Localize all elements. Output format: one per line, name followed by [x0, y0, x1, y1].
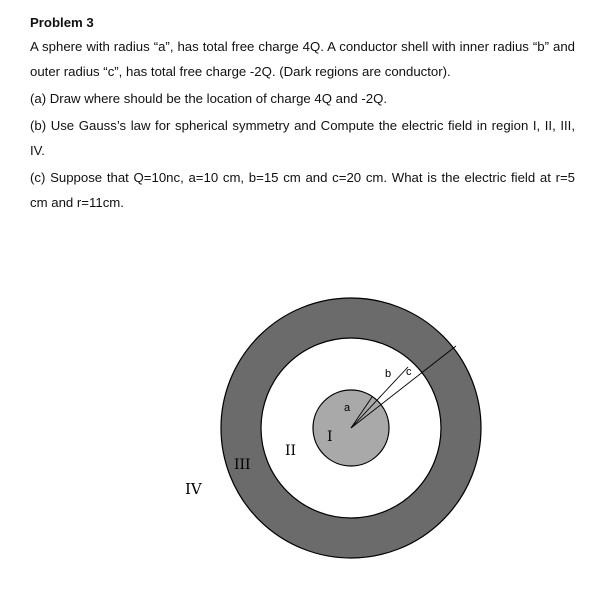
region-label-3: III	[234, 457, 251, 473]
region-label-4: IV	[185, 480, 202, 498]
problem-intro: A sphere with radius “a”, has total free charge 4Q. A conductor shell with inner radius “b” and outer radius “c”, has total free charge -2Q. (Dark regions are conductor).	[30, 39, 575, 79]
label-a: a	[344, 402, 351, 414]
part-a: (a) Draw where should be the location of charge 4Q and -2Q.	[30, 91, 387, 106]
region-label-1: I	[327, 429, 333, 445]
part-c: (c) Suppose that Q=10nc, a=10 cm, b=15 cm and c=20 cm. What is the electric field at r=5 cm and r=11cm.	[30, 170, 575, 210]
label-c: c	[406, 366, 412, 378]
region-label-2: II	[285, 443, 297, 459]
problem-title: Problem 3	[30, 15, 94, 30]
label-b: b	[385, 368, 392, 380]
part-b: (b) Use Gauss’s law for spherical symmetry and Compute the electric field in region I, II, III, IV.	[30, 118, 575, 158]
